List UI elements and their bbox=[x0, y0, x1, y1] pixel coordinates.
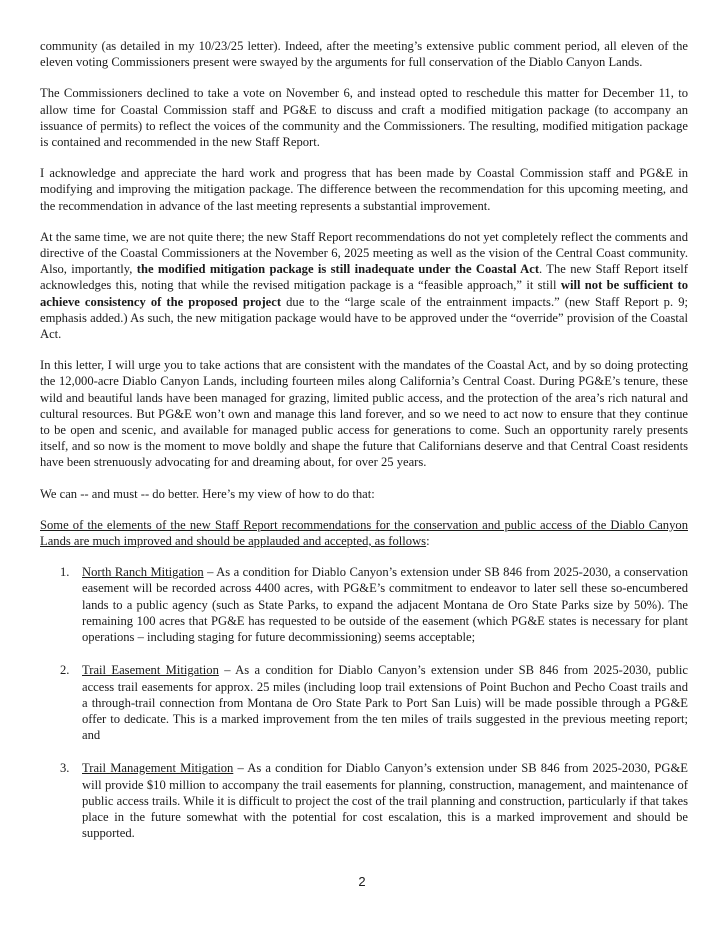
paragraph-not-there bbox=[40, 229, 688, 342]
bold-text: the modified mitigation package is still inadequate under the Coastal Act bbox=[136, 262, 540, 277]
list-number: 2. bbox=[60, 663, 70, 678]
list-item-title: Trail Management Mitigation bbox=[82, 761, 234, 776]
text-run: due to the “large scale of the entrainment impacts.” (new Staff Report p. 9; emphasis added.) As such, the new mitigation package would have to be approved under the “override” provision of the Coastal Act. bbox=[40, 294, 688, 342]
list-item-title: North Ranch Mitigation bbox=[82, 565, 204, 580]
list-item bbox=[40, 662, 688, 743]
bold-text: will not be sufficient to achieve consistency of the proposed project bbox=[40, 278, 688, 309]
mitigation-list bbox=[40, 564, 688, 841]
text-run: At the same time, we are not quite there; the new Staff Report recommendations do not yet completely reflect the comments and directive of the Coastal Commissioners at the November 6, 2025 meeting as well as the vision of the Central Coast community. Also, importantly, bbox=[40, 229, 688, 277]
list-number: 1. bbox=[60, 565, 70, 580]
underlined-text: Some of the elements of the new Staff Report recommendations for the conservation and public access of the Diablo Canyon Lands are much improved and should be applauded and accepted, as follows bbox=[40, 517, 688, 549]
list-item bbox=[40, 564, 688, 645]
list-item-title: Trail Easement Mitigation bbox=[82, 663, 219, 678]
paragraph-commission-vote: community (as detailed in my 10/23/25 letter). Indeed, after the meeting’s extensive public comment period, all eleven of the eleven voting Commissioners present were swayed by the arguments for full conservation of the Diablo Canyon Lands. bbox=[40, 39, 688, 70]
list-item-body: – As a condition for Diablo Canyon’s extension under SB 846 from 2025-2030, PG&E will provide $10 million to accompany the trail easements for planning, construction, management, and maintenance of public access trails. While it is difficult to project the cost of the trail planning and construction, particularly if that takes place in the future somewhat with the potential for cost escalation, this is a marked improvement and should be supported. bbox=[82, 761, 688, 841]
text-run: . The new Staff Report itself acknowledges this, noting that while the revised mitigation package is a “feasible approach,” it still bbox=[40, 262, 688, 293]
paragraph-urge-actions: In this letter, I will urge you to take actions that are consistent with the mandates of the Coastal Act, and by so doing protecting the 12,000-acre Diablo Canyon Lands, including fourteen miles along California’s Central Coast. During PG&E’s tenure, these wild and beautiful lands have been managed for grazing, limited public access, and the protection of the area’s rich natural and cultural resources. But PG&E won’t own and manage this land forever, and so we need to act now to ensure that they continue to be open and scenic, and available for managed public access for generations to come. Such an opportunity rarely presents itself, and so now is the moment to move boldly and shape the future that Californians deserve and that Central Coast residents have been strenuously advocating for and dreaming about, for over 25 years. bbox=[40, 358, 688, 470]
page-number: 2 bbox=[358, 874, 366, 889]
paragraph-elements-intro bbox=[40, 517, 688, 549]
letter-body bbox=[40, 38, 688, 858]
list-item-body: – As a condition for Diablo Canyon’s extension under SB 846 from 2025-2030, a conservation easement will be recorded across 4400 acres, with PG&E’s commitment to endeavor to later sell these so-encumbered lands to a public agency (such as State Parks, to expand the adjacent Montana de Oro State Parks size by 50%). The remaining 100 acres that PG&E has requested to be outside of the easement (which PG&E states is necessary for plant operations – including staging for future decommissioning) seems acceptable; bbox=[82, 565, 688, 645]
text-run: : bbox=[426, 534, 430, 549]
paragraph-reschedule: The Commissioners declined to take a vote on November 6, and instead opted to reschedule this matter for December 11, to allow time for Coastal Commission staff and PG&E to discuss and craft a modified mitigation package (to accompany an issuance of permits) to reflect the voices of the community and the Commissioners. The resulting, modified mitigation package is contained and recommended in the new Staff Report. bbox=[40, 86, 688, 150]
list-number: 3. bbox=[60, 761, 70, 776]
paragraph-acknowledgement: I acknowledge and appreciate the hard work and progress that has been made by Coastal Commission staff and PG&E in modifying and improving the mitigation package. The difference between the recommendation for this upcoming meeting, and the recommendation in advance of the last meeting represents a substantial improvement. bbox=[40, 166, 688, 213]
list-item-body: – As a condition for Diablo Canyon’s extension under SB 846 from 2025-2030, public access trail easements for approx. 25 miles (including loop trail extensions of Point Buchon and Pecho Coast trails and a through-trail connection from Montana de Oro State Park to Port San Luis) will be made possible through a PG&E offer to dedicate. This is a marked improvement from the ten miles of trails suggested in the previous meeting report; and bbox=[82, 663, 688, 743]
paragraph-do-better: We can -- and must -- do better. Here’s my view of how to do that: bbox=[40, 486, 375, 501]
list-item bbox=[40, 760, 688, 841]
